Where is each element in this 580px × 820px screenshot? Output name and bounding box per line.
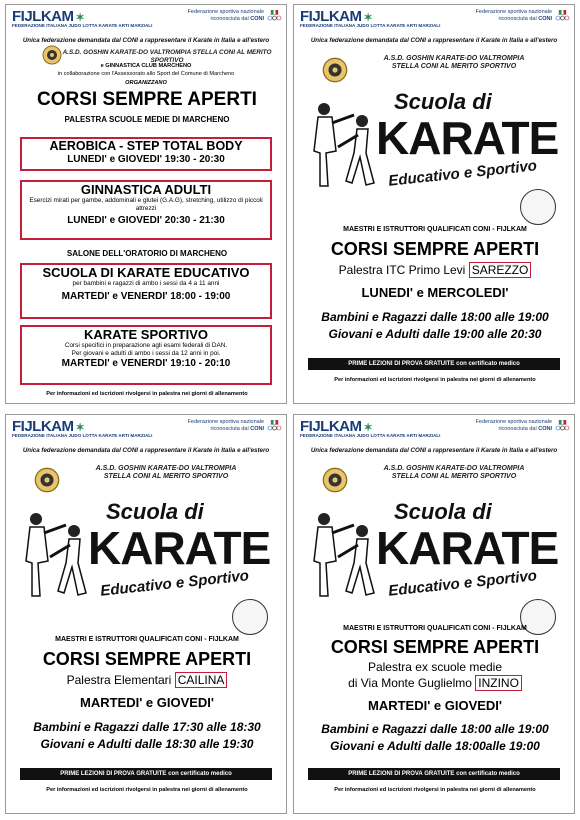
venue-oratorio: SALONE DELL'ORATORIO DI MARCHENO: [66, 249, 228, 258]
federation-line: FEDERAZIONE ITALIANA JUDO LOTTA KARATE ARTI MARZIALI: [300, 23, 441, 28]
flyer-header: [6, 415, 286, 437]
venue-town: INZINO: [475, 675, 522, 691]
schedule-adults: Giovani e Adulti dalle 18:00alle 19:00: [330, 739, 540, 753]
asd-name: A.S.D. GOSHIN KARATE-DO VALTROMPIA STELLA CONI AL MERITO SPORTIVO: [383, 465, 525, 480]
organizzano-label: ORGANIZZANO: [125, 80, 167, 86]
tagline: Unica federazione demandata dal CONI a rappresentare il Karate in Italia e all'estero: [310, 447, 558, 454]
scuola-di: Scuola di: [394, 89, 492, 114]
flyer-header: [294, 415, 574, 437]
course-description: Esercizi mirati per gambe, addominali e glutei (G.A.G), stretching, utilizzo di piccoli attrezzi: [29, 197, 263, 212]
venue-line: Palestra ITC Primo Levi SAREZZO: [300, 263, 570, 277]
flyer-marcheno: [5, 4, 287, 404]
federation-line: FEDERAZIONE ITALIANA JUDO LOTTA KARATE ARTI MARZIALI: [300, 433, 441, 438]
flyer-cailina: [5, 414, 287, 814]
info-footer: Per informazioni ed iscrizioni rivolgersi in palestra nei giorni di allenamento: [334, 787, 536, 793]
asd-name: A.S.D. GOSHIN KARATE-DO VALTROMPIA STELLA CONI AL MERITO SPORTIVO: [383, 55, 525, 70]
venue-line: Palestra Elementari CAILINA: [12, 673, 282, 687]
federation-line: FEDERAZIONE ITALIANA JUDO LOTTA KARATE ARTI MARZIALI: [12, 23, 153, 28]
headline: CORSI SEMPRE APERTI: [330, 239, 540, 259]
free-trial-banner: PRIME LEZIONI DI PROVA GRATUITE con certificato medico: [308, 768, 560, 780]
asd-name: A.S.D. GOSHIN KARATE-DO VALTROMPIA STELLA CONI AL MERITO SPORTIVO: [95, 465, 237, 480]
course-schedule: MARTEDI' e VENERDI' 19:10 - 20:10: [61, 358, 231, 369]
educativo-sportivo: Educativo e Sportivo: [99, 567, 250, 600]
fijlkam-mark-icon: ✶: [75, 422, 85, 434]
venue-marcheno-school: PALESTRA SCUOLE MEDIE DI MARCHENO: [64, 115, 230, 124]
karate-word: KARATE: [376, 112, 559, 164]
course-schedule: MARTEDI' e VENERDI' 18:00 - 19:00: [61, 291, 231, 302]
coni-recognition: Federazione sportiva nazionale riconosciuta dal CONI: [187, 9, 264, 22]
karate-fighters-icon: [14, 501, 94, 611]
educativo-sportivo: Educativo e Sportivo: [387, 157, 538, 190]
venue-line: di Via Monte Guglielmo INZINO: [300, 676, 570, 690]
asd-name: A.S.D. GOSHIN KARATE-DO VALTROMPIA STELLA CONI AL MERITO SPORTIVO: [62, 49, 272, 64]
schedule-kids: Bambini e Ragazzi dalle 17:30 alle 18:30: [33, 720, 261, 734]
training-days: LUNEDI' e MERCOLEDI': [361, 285, 509, 300]
course-title: AEROBICA - STEP TOTAL BODY: [49, 139, 243, 153]
coni-recognition: Federazione sportiva nazionale riconosciuta dal CONI: [475, 419, 552, 432]
fijlkam-mark-icon: ✶: [363, 12, 373, 24]
tagline: Unica federazione demandata dal CONI a rappresentare il Karate in Italia e all'estero: [22, 37, 270, 44]
fijlkam-logo: FIJLKAM ✶: [300, 8, 373, 25]
tagline: Unica federazione demandata dal CONI a rappresentare il Karate in Italia e all'estero: [22, 447, 270, 454]
maestri-line: MAESTRI E ISTRUTTORI QUALIFICATI CONI - FIJLKAM: [55, 636, 239, 643]
course-karate-sportivo: [20, 325, 272, 385]
educativo-sportivo: Educativo e Sportivo: [387, 567, 538, 600]
flyer-inzino: [293, 414, 575, 814]
course-description: Per giovani e adulti di ambo i sessi da 12 anni in poi.: [71, 350, 221, 357]
club-seal-icon: [42, 45, 62, 65]
schedule-kids: Bambini e Ragazzi dalle 18:00 alle 19:00: [321, 310, 549, 324]
tagline: Unica federazione demandata dal CONI a rappresentare il Karate in Italia e all'estero: [310, 37, 558, 44]
shotokan-tiger-icon: [520, 189, 556, 225]
course-title: KARATE SPORTIVO: [84, 327, 208, 342]
flyer-header: [6, 5, 286, 27]
venue-town: CAILINA: [175, 672, 228, 688]
course-karate-educativo: [20, 263, 272, 319]
federation-line: FEDERAZIONE ITALIANA JUDO LOTTA KARATE ARTI MARZIALI: [12, 433, 153, 438]
olympic-rings-icon: [267, 420, 282, 432]
karate-word: KARATE: [88, 522, 271, 574]
course-description: per bambini e ragazzi di ambo i sessi da 4 a 11 anni: [72, 280, 220, 287]
coni-recognition: Federazione sportiva nazionale riconosciuta dal CONI: [187, 419, 264, 432]
course-schedule: LUNEDI' e GIOVEDI' 19:30 - 20:30: [67, 154, 225, 165]
info-footer: Per informazioni ed iscrizioni rivolgersi in palestra nei giorni di allenamento: [46, 391, 248, 397]
fijlkam-logo: FIJLKAM ✶: [12, 8, 85, 25]
flyer-header: [294, 5, 574, 27]
olympic-rings-icon: [555, 10, 570, 22]
fijlkam-mark-icon: ✶: [363, 422, 373, 434]
free-trial-banner: PRIME LEZIONI DI PROVA GRATUITE con certificato medico: [308, 358, 560, 370]
olympic-rings-icon: [555, 420, 570, 432]
free-trial-banner: PRIME LEZIONI DI PROVA GRATUITE con certificato medico: [20, 768, 272, 780]
fijlkam-logo: FIJLKAM ✶: [12, 418, 85, 435]
training-days: MARTEDI' e GIOVEDI': [367, 698, 503, 713]
schedule-adults: Giovani e Adulti dalle 18:30 alle 19:30: [40, 737, 254, 751]
karate-word: KARATE: [376, 522, 559, 574]
schedule-adults: Giovani e Adulti dalle 19:00 alle 20:30: [328, 327, 542, 341]
shotokan-tiger-icon: [232, 599, 268, 635]
course-description: Corsi specifici in preparazione agli esami federali di DAN.: [64, 342, 228, 349]
maestri-line: MAESTRI E ISTRUTTORI QUALIFICATI CONI - FIJLKAM: [343, 625, 527, 632]
karate-fighters-icon: [302, 501, 382, 611]
training-days: MARTEDI' e GIOVEDI': [79, 695, 215, 710]
olympic-rings-icon: [267, 10, 282, 22]
venue-line1: Palestra ex scuole medie: [367, 660, 503, 674]
schedule-kids: Bambini e Ragazzi dalle 18:00 alle 19:00: [321, 722, 549, 736]
course-schedule: LUNEDI' e GIOVEDI' 20:30 - 21:30: [67, 215, 225, 226]
partner-club: e GINNASTICA CLUB MARCHENO: [100, 63, 192, 69]
course-title: GINNASTICA ADULTI: [80, 182, 212, 197]
headline: CORSI SEMPRE APERTI: [37, 89, 257, 110]
headline: CORSI SEMPRE APERTI: [330, 637, 540, 657]
venue-town: SAREZZO: [469, 262, 532, 278]
info-footer: Per informazioni ed iscrizioni rivolgersi in palestra nei giorni di allenamento: [46, 787, 248, 793]
maestri-line: MAESTRI E ISTRUTTORI QUALIFICATI CONI - FIJLKAM: [343, 226, 527, 233]
course-ginnastica: [20, 180, 272, 240]
collaboration-note: in collaborazione con l'Assessorato allo Sport del Comune di Marcheno: [57, 71, 235, 77]
course-title: SCUOLA DI KARATE EDUCATIVO: [42, 265, 250, 280]
coni-recognition: Federazione sportiva nazionale riconosciuta dal CONI: [475, 9, 552, 22]
headline: CORSI SEMPRE APERTI: [42, 649, 252, 669]
club-seal-icon: [34, 467, 60, 493]
karate-fighters-icon: [302, 91, 382, 201]
fijlkam-mark-icon: ✶: [75, 12, 85, 24]
scuola-di: Scuola di: [106, 499, 204, 524]
club-seal-icon: [322, 467, 348, 493]
course-aerobica: [20, 137, 272, 171]
flyer-sarezzo: [293, 4, 575, 404]
info-footer: Per informazioni ed iscrizioni rivolgersi in palestra nei giorni di allenamento: [334, 377, 536, 383]
fijlkam-logo: FIJLKAM ✶: [300, 418, 373, 435]
scuola-di: Scuola di: [394, 499, 492, 524]
club-seal-icon: [322, 57, 348, 83]
